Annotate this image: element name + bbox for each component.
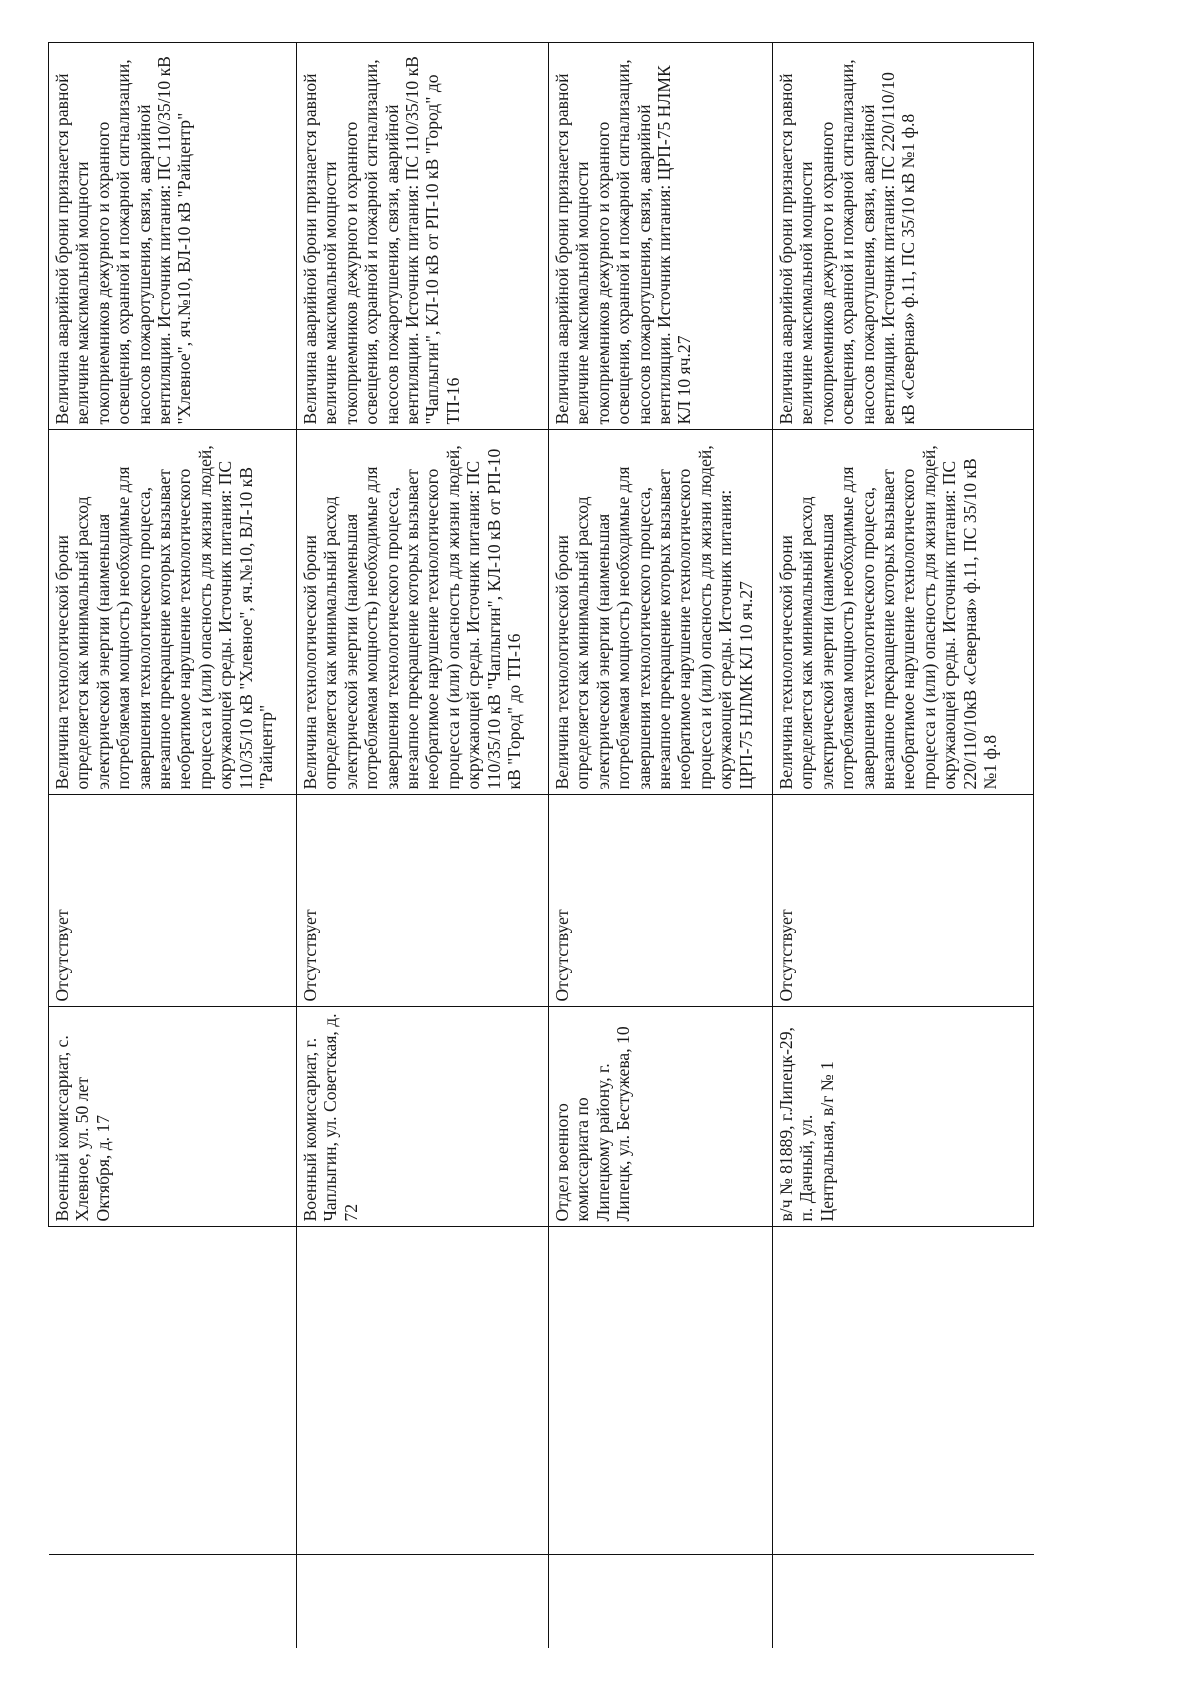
emergency-reserve-cell: Величина аварийной брони признается равной величине максимальной мощности токоприемников дежурного и охранного освещения, охранной и пожарной сигнализации, насосов пожаротушения, связи, аварийной вентиляции. Источник питания: ПС 220/110/10 кВ «Северная» ф.11, ПС 35/10 кВ №1 ф.8 <box>773 43 1034 430</box>
location-cell: Отдел военного комиссариата по Липецкому району, г. Липецк, ул. Бестужева, 10 <box>549 1007 773 1227</box>
table-row <box>49 43 297 1648</box>
existing-reserve-cell: Отсутствует <box>549 795 773 1007</box>
technological-reserve-cell: Величина технологической брони определяется как минимальный расход электрической энергии (наименьшая потребляемая мощность) необходимые для завершения технологического процесса, внезапное прекращение которых вызывает необратимое нарушение технологического процесса и (или) опасность для жизни людей, окружающей среды. Источник питания: ПС 220/110/10кВ «Северная» ф.11, ПС 35/10 кВ №1 ф.8 <box>773 430 1034 795</box>
location-cell: в/ч № 81889, г.Липецк-29, п. Дачный, ул. Центральная, в/г № 1 <box>773 1007 1034 1227</box>
existing-reserve-cell: Отсутствует <box>773 795 1034 1007</box>
table-row <box>549 43 773 1648</box>
empty-cell <box>49 1555 297 1648</box>
power-reserve-table <box>48 43 1034 1649</box>
existing-reserve-cell: Отсутствует <box>49 795 297 1007</box>
rotated-document-page <box>48 43 1033 1648</box>
technological-reserve-cell: Величина технологической брони определяется как минимальный расход электрической энергии (наименьшая потребляемая мощность) необходимые для завершения технологического процесса, внезапное прекращение которых вызывает необратимое нарушение технологического процесса и (или) опасность для жизни людей, окружающей среды. Источник питания: ПС 110/35/10 кВ "Чаплыгин", КЛ-10 кВ от РП-10 кВ "Город" до ТП-16 <box>297 430 549 795</box>
empty-cell <box>297 1227 549 1555</box>
empty-cell <box>297 1555 549 1648</box>
table-row <box>297 43 549 1648</box>
technological-reserve-cell: Величина технологической брони определяется как минимальный расход электрической энергии (наименьшая потребляемая мощность) необходимые для завершения технологического процесса, внезапное прекращение которых вызывает необратимое нарушение технологического процесса и (или) опасность для жизни людей, окружающей среды. Источник питания: ЦРП-75 НЛМК КЛ 10 яч.27 <box>549 430 773 795</box>
empty-cell <box>773 1227 1034 1555</box>
empty-cell <box>49 1227 297 1555</box>
empty-cell <box>773 1555 1034 1648</box>
location-cell: Военный комиссариат, г. Чаплыгин, ул. Советская, д. 72 <box>297 1007 549 1227</box>
emergency-reserve-cell: Величина аварийной брони признается равной величине максимальной мощности токоприемников дежурного и охранного освещения, охранной и пожарной сигнализации, насосов пожаротушения, связи, аварийной вентиляции. Источник питания: ПС 110/35/10 кВ "Хлевное", яч.№10, ВЛ-10 кВ "Райцентр" <box>49 43 297 430</box>
empty-cell <box>549 1227 773 1555</box>
empty-cell <box>549 1555 773 1648</box>
emergency-reserve-cell: Величина аварийной брони признается равной величине максимальной мощности токоприемников дежурного и охранного освещения, охранной и пожарной сигнализации, насосов пожаротушения, связи, аварийной вентиляции. Источник питания: ПС 110/35/10 кВ "Чаплыгин", КЛ-10 кВ от РП-10 кВ "Город" до ТП-16 <box>297 43 549 430</box>
technological-reserve-cell: Величина технологической брони определяется как минимальный расход электрической энергии (наименьшая потребляемая мощность) необходимые для завершения технологического процесса, внезапное прекращение которых вызывает необратимое нарушение технологического процесса и (или) опасность для жизни людей, окружающей среды. Источник питания: ПС 110/35/10 кВ "Хлевное", яч.№10, ВЛ-10 кВ "Райцентр" <box>49 430 297 795</box>
location-cell: Военный комиссариат, с. Хлевное, ул. 50 лет Октября, д. 17 <box>49 1007 297 1227</box>
emergency-reserve-cell: Величина аварийной брони признается равной величине максимальной мощности токоприемников дежурного и охранного освещения, охранной и пожарной сигнализации, насосов пожаротушения, связи, аварийной вентиляции. Источник питания: ЦРП-75 НЛМК КЛ 10 яч.27 <box>549 43 773 430</box>
existing-reserve-cell: Отсутствует <box>297 795 549 1007</box>
table-row <box>773 43 1034 1648</box>
